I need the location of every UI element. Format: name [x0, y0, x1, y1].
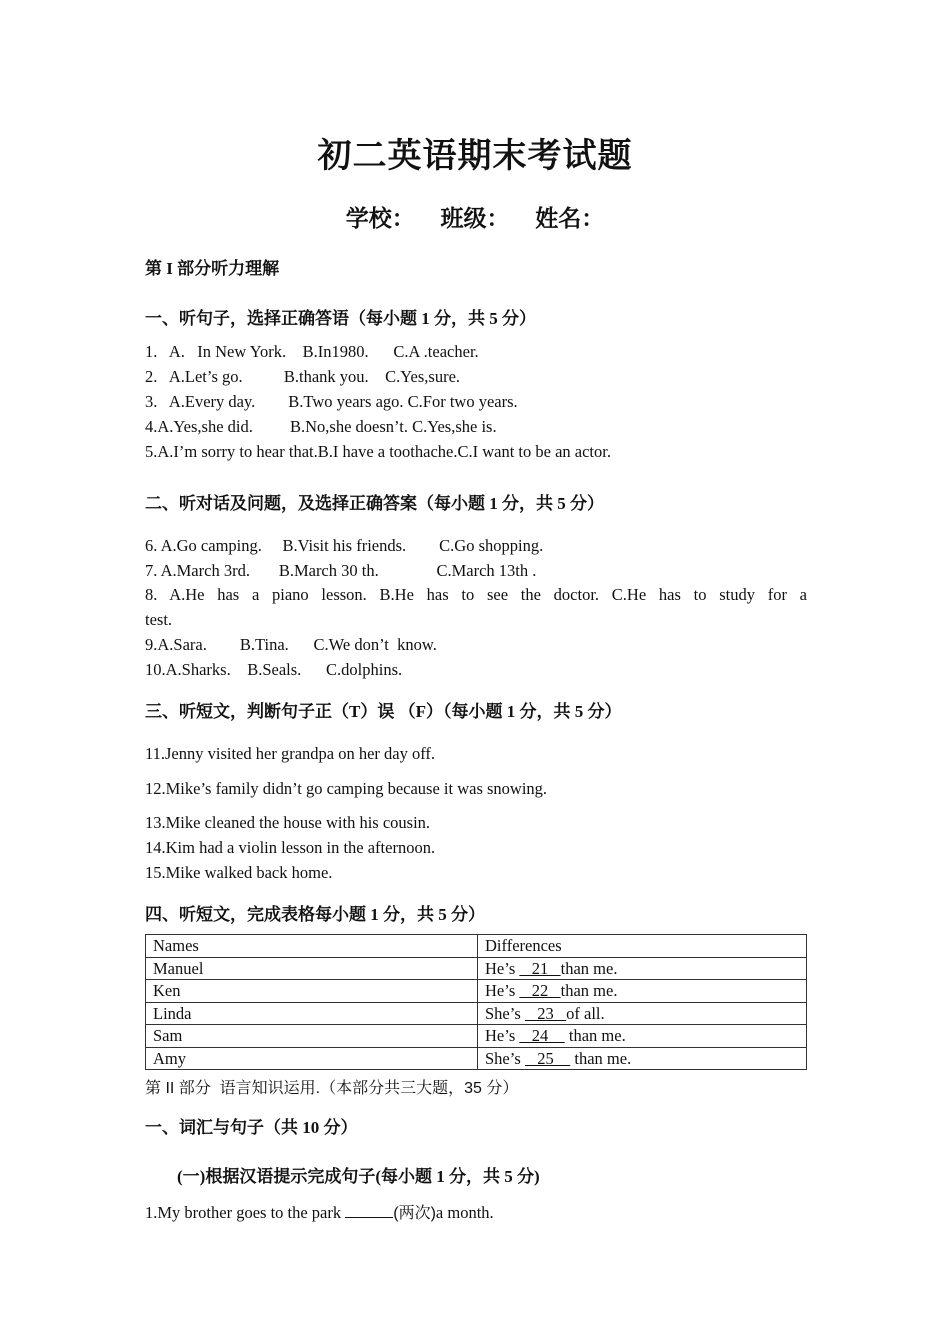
table-row	[146, 980, 807, 1003]
difference-cell	[478, 1025, 807, 1048]
statement-line: 11.Jenny visited her grandpa on her day off.	[145, 744, 436, 763]
page-title: 初二英语期末考试题	[317, 138, 633, 175]
school-field-label: 学校：	[345, 206, 415, 231]
table-header-row	[146, 935, 807, 958]
difference-prefix: She’s	[485, 1048, 525, 1068]
difference-prefix: She’s	[485, 1003, 525, 1023]
statement-line: 12.Mike’s family didn’t go camping because it was snowing.	[145, 779, 548, 798]
section4-heading: 四、听短文，完成表格每小题 1 分，共 5 分）	[145, 905, 485, 924]
statement-line: 13.Mike cleaned the house with his cousin.	[145, 813, 431, 832]
answer-blank: 22	[519, 981, 561, 1001]
section3-heading: 三、听短文，判断句子正（T）误 （F）（每小题 1 分，共 5 分）	[145, 702, 622, 721]
name-cell: Ken	[146, 980, 478, 1003]
question-line: 3. A.Every day. B.Two years ago. C.For two years.	[145, 392, 518, 411]
question-text: 1.My brother goes to the park	[145, 1203, 346, 1222]
fill-in-question	[145, 1200, 494, 1223]
difference-suffix: than me.	[560, 958, 618, 978]
name-cell: Amy	[146, 1047, 478, 1070]
difference-suffix: than me.	[560, 981, 618, 1001]
difference-cell	[478, 980, 807, 1003]
question-line: 8. A.He has a piano lesson. B.He has to see the doctor. C.He has to study for a	[145, 585, 807, 604]
answer-blank: 24	[519, 1026, 565, 1046]
statement-line: 14.Kim had a violin lesson in the afternoon.	[145, 838, 436, 857]
answer-blank: 23	[524, 1003, 567, 1023]
difference-prefix: He’s	[485, 958, 520, 978]
question-line: 10.A.Sharks. B.Seals. C.dolphins.	[145, 660, 403, 679]
differences-table	[145, 934, 807, 1070]
column-header: Differences	[478, 935, 807, 958]
name-cell: Sam	[146, 1025, 478, 1048]
question-text: a month.	[435, 1203, 494, 1222]
question-line: test.	[145, 610, 173, 629]
answer-blank: 25	[524, 1048, 571, 1068]
answer-blank: 21	[519, 958, 561, 978]
part2-heading: 第 II 部分 语言知识运用.（本部分共三大题，35 分）	[145, 1080, 519, 1097]
difference-cell	[478, 1002, 807, 1025]
name-cell: Linda	[146, 1002, 478, 1025]
difference-cell	[478, 957, 807, 980]
table-row	[146, 957, 807, 980]
question-line: 7. A.March 3rd. B.March 30 th. C.March 13th .	[145, 561, 537, 580]
class-field-label: 班级：	[440, 206, 510, 231]
statement-line: 15.Mike walked back home.	[145, 863, 333, 882]
question-line: 9.A.Sara. B.Tina. C.We don’t know.	[145, 635, 437, 654]
question-line: 6. A.Go camping. B.Visit his friends. C.Go shopping.	[145, 536, 544, 555]
table-row	[146, 1047, 807, 1070]
difference-suffix: than me.	[564, 1026, 626, 1046]
question-line: 1. A. In New York. B.In1980. C.A .teacher.	[145, 342, 479, 361]
difference-suffix: of all.	[566, 1003, 605, 1023]
difference-prefix: He’s	[485, 1026, 520, 1046]
chinese-hint: (两次)	[393, 1205, 436, 1222]
difference-cell	[478, 1047, 807, 1070]
part1-heading: 第 I 部分听力理解	[145, 259, 280, 278]
table-row	[146, 1025, 807, 1048]
difference-suffix: than me.	[570, 1048, 632, 1068]
difference-prefix: He’s	[485, 981, 520, 1001]
part2-section1-heading: 一、词汇与句子（共 10 分）	[145, 1118, 358, 1137]
answer-blank[interactable]	[345, 1202, 393, 1218]
section2-heading: 二、听对话及问题，及选择正确答案（每小题 1 分，共 5 分）	[145, 494, 604, 513]
question-line: 2. A.Let’s go. B.thank you. C.Yes,sure.	[145, 367, 461, 386]
question-line: 5.A.I’m sorry to hear that.B.I have a toothache.C.I want to be an actor.	[145, 442, 611, 461]
subsection1-heading: (一)根据汉语提示完成句子(每小题 1 分，共 5 分)	[177, 1167, 540, 1186]
table-row	[146, 1002, 807, 1025]
question-line: 4.A.Yes,she did. B.No,she doesn’t. C.Yes,she is.	[145, 417, 497, 436]
name-cell: Manuel	[146, 957, 478, 980]
name-field-label: 姓名：	[535, 206, 605, 231]
column-header: Names	[146, 935, 478, 958]
header-fields	[0, 200, 950, 233]
section1-heading: 一、听句子，选择正确答语（每小题 1 分，共 5 分）	[145, 309, 536, 328]
